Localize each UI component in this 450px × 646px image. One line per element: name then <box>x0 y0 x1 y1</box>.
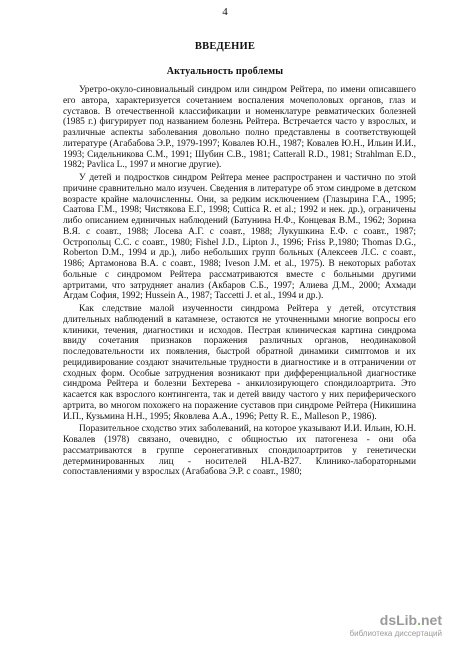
watermark-subtitle: библиотека диссертаций <box>349 629 442 638</box>
watermark-logo-main: dsLib <box>379 612 418 628</box>
page-number: 4 <box>222 6 228 18</box>
watermark <box>342 612 442 640</box>
watermark-logo-tld: net <box>421 612 442 628</box>
watermark-logo-dot: . <box>417 612 421 628</box>
body-text <box>63 85 416 480</box>
paragraph-4: Поразительное сходство этих заболеваний, на которое указывают И.И. Ильин, Ю.Н. Ковалев (1978) связано, очевидно, с общностью их патогенеза - они оба рассматриваются в группе серонегативных спондилоартритов у генетически детерминированных лиц - носителей HLA-B27. Клинико-лабораторными сопоставлениями у взрослых (Агабабова Э.Р. с соавт., 1980; <box>63 424 416 478</box>
paragraph-1: Уретро-окуло-синовиальный синдром или синдром Рейтера, по имени описавшего его автора, характеризуется сочетанием воспаления мочеполовых органов, глаз и суставов. В отечественной классификации и номенклатуре ревматических болезней (1985 г.) фигурирует под названием болезнь Рейтера. Встречается часто у взрослых, и различные аспекты заболевания довольно полно представлены в соответствующей литературе (Агабабова Э.Р., 1979-1997; Ковалев Ю.Н., 1987; Ковалев Ю.Н., Ильин И.И., 1993; Сидельникова С.М., 1991; Шубин С.В., 1981; Catterall R.D., 1981; Strahlman E.D., 1982; Pavlica L., 1997 и многие другие). <box>63 85 416 171</box>
watermark-logo <box>380 612 442 628</box>
paragraph-2: У детей и подростков синдром Рейтера менее распространен и частично по этой причине сравнительно мало изучен. Сведения в литературе об этом синдроме в детском возрасте крайне малочисленны. Они, за редким исключением (Глазырина Г.А., 1995; Саатова Г.М., 1998; Чистякова Е.Г., 1998; Cuttica R. et al.; 1992 и нек. др.), ограничены либо описанием единичных наблюдений (Батунина Н.Ф., Концевая В.М., 1962; Зорина В.Я. с соавт., 1988; Лосева А.Г. с соавт., 1988; Лукушкина Е.Ф. с соавт., 1987; Остропольц С.С. с соавт., 1980; Fishel J.D., Lipton J., 1996; Friss P.,1980; Thomas D.G., Roberton D.M., 1994 и др.), либо небольших групп больных (Алексеев Л.С. с соавт., 1986; Артамонова В.А. с соавт., 1988; Iveson J.M. et al., 1975). В некоторых работах больные с синдромом Рейтера рассматриваются вместе с больными другими артритами, что затрудняет анализ (Акбаров С.Б., 1997; Алиева Д.М., 2000; Ахмади Агдам София, 1992; Hussein A., 1987; Taccetti J. et al., 1994 и др.). <box>63 173 416 302</box>
section-subheading: Актуальность проблемы <box>166 66 284 77</box>
paragraph-3: Как следствие малой изученности синдрома Рейтера у детей, отсутствия длительных наблюдений в катамнезе, остаются не уточненными многие вопросы его клиники, течения, диагностики и исходов. Пестрая клиническая картина синдрома ввиду сочетания признаков поражения различных органов, неодинаковой последовательности их появления, быстрой обратной динамики симптомов и их рецидивирование создают значительные трудности в диагностике и в отграничении от сходных форм. Особые затруднения возникают при дифференциальной диагностике синдрома Рейтера и болезни Бехтерева - анкилозирующего спондилоартрита. Это касается как взрослого контингента, так и детей ввиду частого у них периферического артрита, во многом похожего на поражение суставов при синдроме Рейтера (Никишина И.П., Кузьмина Н.Н., 1995; Яковлева А.А., 1996; Petty R. E., Malleson P., 1986). <box>63 304 416 422</box>
section-heading: ВВЕДЕНИЕ <box>194 41 256 52</box>
